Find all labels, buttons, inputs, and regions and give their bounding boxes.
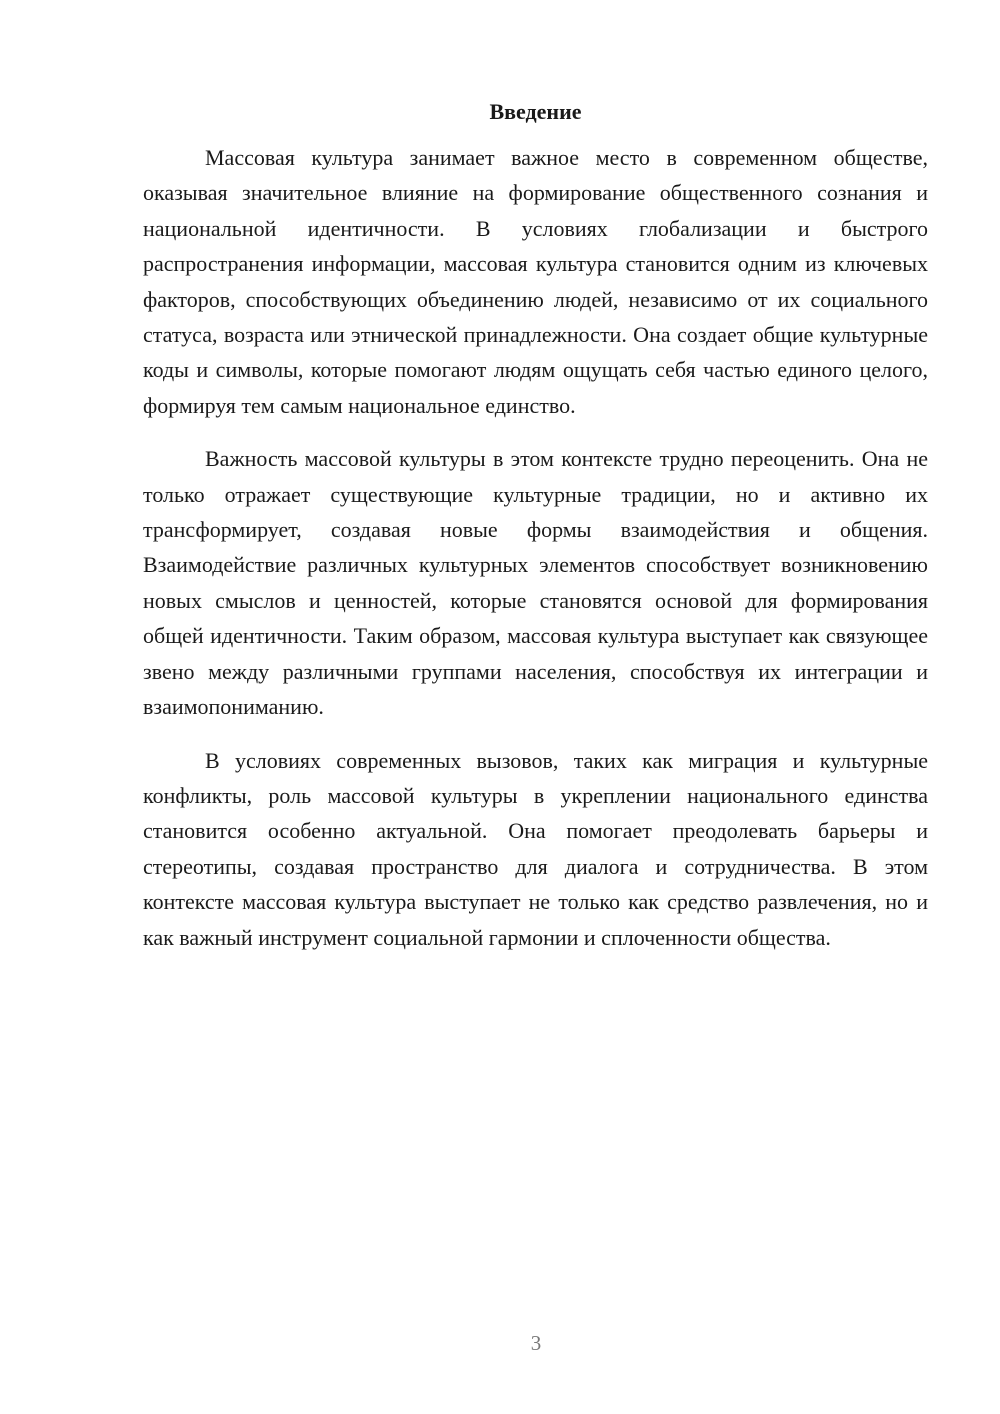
paragraph-1: Массовая культура занимает важное место в современном обществе, оказывая значительное влияние на формирование общественного сознания и национальной идентичности. В условиях глобализации и быстрого распространения информации, массовая культура становится одним из ключевых факторов, способствующих объединению людей, независимо от их социального статуса, возраста или этнической принадлежности. Она создает общие культурные коды и символы, которые помогают людям ощущать себя частью единого целого, формируя тем самым национальное единство. [143, 145, 928, 418]
section-title: Введение [489, 99, 582, 124]
paragraph-3: В условиях современных вызовов, таких как миграция и культурные конфликты, роль массовой культуры в укреплении национального единства становится особенно актуальной. Она помогает преодолевать барьеры и стереотипы, создавая пространство для диалога и сотрудничества. В этом контексте массовая культура выступает не только как средство развлечения, но и как важный инструмент социальной гармонии и сплоченности общества. [143, 747, 928, 950]
page-content [143, 98, 928, 973]
page-number: 3 [530, 1331, 542, 1355]
paragraph-2: Важность массовой культуры в этом контексте трудно переоценить. Она не только отражает существующие культурные традиции, но и активно их трансформирует, создавая новые формы взаимодействия и общения. Взаимодействие различных культурных элементов способствует возникновению новых смыслов и ценностей, которые становятся основой для формирования общей идентичности. Таким образом, массовая культура выступает как связующее звено между различными группами населения, способствуя их интеграции и взаимопониманию. [143, 446, 928, 720]
